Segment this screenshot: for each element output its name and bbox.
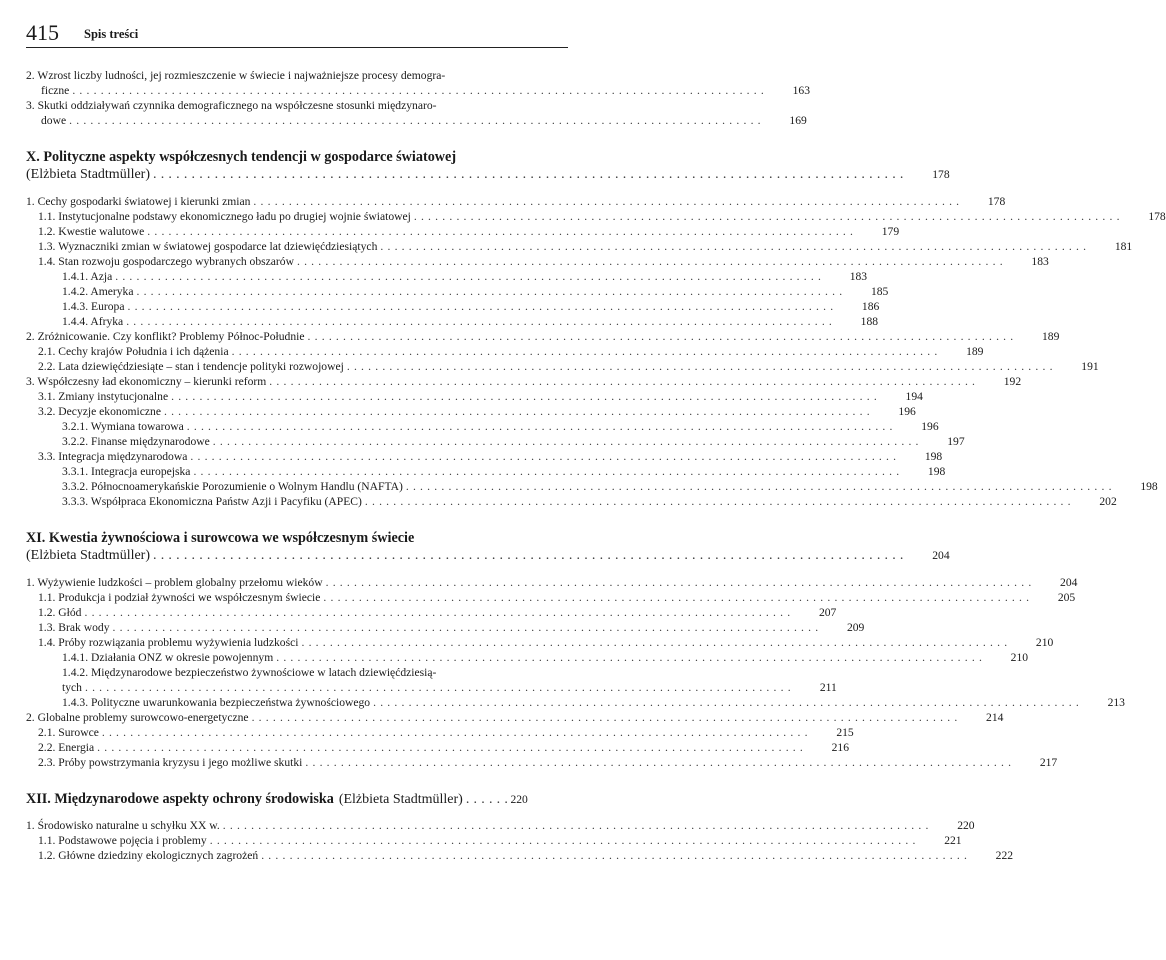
entry-page: 222 <box>995 849 1014 862</box>
entry-page: 215 <box>836 726 854 739</box>
entry-title: 3.1. Zmiany instytucjonalne <box>38 390 169 403</box>
entry-title: 1. Cechy gospodarki światowej i kierunki zmian <box>26 195 251 208</box>
leader-dots: .................................................................................................... <box>163 405 874 418</box>
toc-entry <box>26 494 1117 509</box>
leader-dots: .................................................................................................... <box>301 636 1012 649</box>
leader-dots: .................................................................................................... <box>305 756 1016 769</box>
toc-entry <box>26 650 1029 665</box>
leader-dots: .................................................................................................... <box>212 435 923 448</box>
entry-page: 197 <box>947 435 965 448</box>
entry-title: 3.3. Integracja międzynarodowa <box>38 450 188 463</box>
toc-entry <box>26 239 1133 254</box>
entry-page: 210 <box>1035 636 1054 649</box>
entry-title: 2.1. Surowce <box>38 726 99 739</box>
entry-title: 1.2. Główne dziedziny ekologicznych zagrożeń <box>38 849 259 862</box>
chapter-author: (Elżbieta Stadtmüller) <box>338 792 463 807</box>
entry-title: 1. Wyżywienie ludzkości – problem globalny przełomu wieków <box>26 576 323 589</box>
leader-dots: .................................................................................................... <box>269 375 980 388</box>
leader-dots: .................................................................................................... <box>147 225 858 238</box>
leader-dots: .................................................................................................... <box>405 480 1116 493</box>
leader-dots: .................................................................................................. <box>69 114 765 127</box>
toc-entry <box>26 284 889 299</box>
entry-page: 202 <box>1099 495 1117 508</box>
leader-dots: .................................................................................................... <box>186 420 897 433</box>
toc-entry <box>26 605 837 620</box>
entry-title: tych <box>62 681 82 694</box>
entry-page: 217 <box>1039 756 1058 769</box>
leader-dots: .................................................................................................... <box>231 345 942 358</box>
leader-dots: .................................................................................................... <box>261 849 972 862</box>
chapter-entries <box>26 194 1166 509</box>
toc-entry: 2. Wzrost liczby ludności, jej rozmieszczenie w świecie i najważniejsze procesy demogra- <box>26 69 446 82</box>
entry-title: 1.1. Produkcja i podział żywności we współczesnym świecie <box>38 591 321 604</box>
entry-title: 3.3.2. Północnoamerykańskie Porozumienie o Wolnym Handlu (NAFTA) <box>62 480 403 493</box>
entry-title: 1.3. Wyznaczniki zmian w światowej gospodarce lat dziewięćdziesiątych <box>38 240 378 253</box>
toc-entry <box>26 269 868 284</box>
entry-page: 181 <box>1114 240 1133 253</box>
entry-title: 3. Współczesny ład ekonomiczny – kierunki reform <box>26 375 267 388</box>
toc-entry <box>26 740 849 755</box>
entry-page: 194 <box>905 390 923 403</box>
entry-title: 3.2. Decyzje ekonomiczne <box>38 405 161 418</box>
leader-dots: .................................................................................................... <box>136 285 847 298</box>
entry-title: 1.4.3. Polityczne uwarunkowania bezpieczeństwa żywnościowego <box>62 696 371 709</box>
leader-dots: .................................................................................................... <box>307 330 1018 343</box>
entry-page: 183 <box>849 270 868 283</box>
leader-dots: .................................................................................................... <box>84 606 795 619</box>
entry-page: 221 <box>944 834 962 847</box>
leader-dots: .................................................................................................... <box>126 315 837 328</box>
chapter-page: 204 <box>932 549 950 562</box>
entry-page: 192 <box>1003 375 1022 388</box>
toc-entry <box>26 575 1078 590</box>
leader-dots: .................................................................................................... <box>380 240 1091 253</box>
toc-entry: dowe .................................................................................................. 169 <box>41 114 807 127</box>
chapter-author: (Elżbieta Stadtmüller) <box>26 548 151 563</box>
entry-page: 191 <box>1081 360 1099 373</box>
toc-entry <box>26 590 1076 605</box>
toc-entry <box>26 224 900 239</box>
toc-entry <box>26 620 865 635</box>
toc-entry <box>26 464 946 479</box>
toc-entry <box>26 404 916 419</box>
entry-title: 3.2.1. Wymiana towarowa <box>62 420 184 433</box>
chapter-title: XII. Międzynarodowe aspekty ochrony środowiska <box>26 791 334 807</box>
entry-page: 183 <box>1031 255 1049 268</box>
entry-page: 220 <box>957 819 975 832</box>
chapter-title: XI. Kwestia żywnościowa i surowcowa we współczesnym świecie <box>26 530 415 546</box>
entry-title: 1.1. Podstawowe pojęcia i problemy <box>38 834 207 847</box>
entry-title: 1.4. Stan rozwoju gospodarczego wybranych obszarów <box>38 255 294 268</box>
header-rule <box>26 47 568 48</box>
leader-dots: .................................................................................................... <box>364 495 1075 508</box>
entry-title: 2. Globalne problemy surowcowo-energetyczne <box>26 711 249 724</box>
entry-title: 1.3. Brak wody <box>38 621 110 634</box>
leader-dots: .................................................................................................... <box>97 741 807 754</box>
leader-dots: .................................................................................................... <box>276 651 987 664</box>
leader-dots: .................................................................................................... <box>115 270 826 283</box>
toc-entry <box>26 314 879 329</box>
entry-page: 210 <box>1010 651 1029 664</box>
leader-dots: ...... <box>465 792 513 807</box>
leader-dots: .................................................................................................... <box>127 300 838 313</box>
leader-dots: .................................................................................................... <box>296 255 1007 268</box>
toc-entry: ficzne .................................................................................................. 163 <box>41 84 810 97</box>
entry-page: 214 <box>986 711 1004 724</box>
toc-entry <box>26 359 1099 374</box>
entry-title: 1.4.2. Międzynarodowe bezpieczeństwo żywnościowe w latach dziewięćdziesią- <box>62 666 437 679</box>
toc-entry <box>26 665 568 680</box>
entry-title: 1. Środowisko naturalne u schyłku XX w. <box>26 819 220 832</box>
entry-page: 189 <box>966 345 984 358</box>
leader-dots: .................................................................................................. <box>72 84 768 97</box>
entry-page: 186 <box>861 300 880 313</box>
entry-title: 1.4.1. Azja <box>62 270 113 283</box>
entry-page: 216 <box>831 741 849 754</box>
chapter-heading <box>26 529 568 547</box>
entry-title: 1.4.2. Ameryka <box>62 285 134 298</box>
entry-title: 1.1. Instytucjonalne podstawy ekonomicznego ładu po drugiej wojnie światowej <box>38 210 411 223</box>
page-number: 415 <box>26 20 59 45</box>
entry-page: 188 <box>860 315 879 328</box>
leader-dots: .................................................................................................... <box>253 195 964 208</box>
toc-entry <box>26 434 965 449</box>
entry-page: 211 <box>819 681 837 694</box>
leader-dots: .................................................................................................... <box>323 591 1034 604</box>
toc-entry <box>26 419 939 434</box>
leader-dots: .................................................................................................... <box>112 621 823 634</box>
entry-page: 196 <box>921 420 939 433</box>
leader-dots: .................................................................................................... <box>193 465 904 478</box>
entry-title: 1.4.1. Działania ONZ w okresie powojennym <box>62 651 274 664</box>
entry-page: 205 <box>1057 591 1076 604</box>
entry-page: 178 <box>987 195 1006 208</box>
entry-page: 179 <box>881 225 900 238</box>
entry-page: 196 <box>898 405 916 418</box>
chapter-title: X. Polityczne aspekty współczesnych tendencji w gospodarce światowej <box>26 149 457 165</box>
entry-page: 213 <box>1107 696 1125 709</box>
leader-dots: .................................................................................................... <box>251 711 962 724</box>
entry-page: 189 <box>1041 330 1060 343</box>
entry-title: 1.2. Kwestie walutowe <box>38 225 145 238</box>
entry-page: 198 <box>927 465 946 478</box>
toc-entry <box>26 254 1049 269</box>
entry-title: 1.4.4. Afryka <box>62 315 124 328</box>
leader-dots: .................................................................................................... <box>84 681 795 694</box>
chapter-author-row <box>26 166 950 184</box>
toc-entry <box>26 833 962 848</box>
leader-dots: .................................................................................................... <box>101 726 812 739</box>
entry-page: 204 <box>1060 576 1078 589</box>
toc-entry <box>26 635 1054 650</box>
toc-entry <box>26 374 1022 389</box>
leader-dots: .................................................................................................... <box>325 576 1036 589</box>
chapter-entries <box>26 818 1014 863</box>
toc-entry <box>26 389 923 404</box>
table-of-contents <box>26 68 1166 863</box>
leader-dots: .................................................................................................... <box>209 834 920 847</box>
entry-page: 185 <box>870 285 889 298</box>
leader-dots: .................................................................................................... <box>171 390 881 403</box>
toc-entry <box>26 848 1014 863</box>
page-header <box>26 20 570 50</box>
entry-page: 209 <box>846 621 865 634</box>
chapter-author: (Elżbieta Stadtmüller) <box>26 167 151 182</box>
toc-entry <box>26 755 1058 770</box>
leader-dots: .................................................................................................... <box>346 360 1057 373</box>
toc-entry <box>26 449 943 464</box>
leader-dots: .................................................................................................... <box>190 450 901 463</box>
leader-dots: .................................................................................................. <box>153 548 908 563</box>
toc-entry <box>26 194 1006 209</box>
entry-page: 198 <box>924 450 943 463</box>
chapter-author-row <box>26 547 950 565</box>
chapter-page: 220 <box>510 793 528 806</box>
entry-title: 2.1. Cechy krajów Południa i ich dążenia <box>38 345 229 358</box>
entry-title: 2.2. Energia <box>38 741 95 754</box>
toc-entry <box>26 710 1004 725</box>
toc-entry <box>26 818 975 833</box>
entry-title: 3.2.2. Finanse międzynarodowe <box>62 435 210 448</box>
running-title: Spis treści <box>84 27 139 41</box>
toc-entry: 3. Skutki oddziaływań czynnika demograficznego na współczesne stosunki międzynaro- <box>26 99 437 112</box>
toc-entry <box>26 725 854 740</box>
chapter-heading <box>26 790 568 808</box>
toc-entry <box>26 299 880 314</box>
toc-entry <box>26 695 1125 710</box>
chapter-page: 178 <box>932 168 950 181</box>
entry-title: 3.3.3. Współpraca Ekonomiczna Państw Azji i Pacyfiku (APEC) <box>62 495 362 508</box>
toc-entry <box>26 680 837 695</box>
entry-title: 2. Zróżnicowanie. Czy konflikt? Problemy Północ-Południe <box>26 330 305 343</box>
entry-page: 198 <box>1140 480 1158 493</box>
leader-dots: .................................................................................................. <box>153 167 908 182</box>
entry-title: 1.4.3. Europa <box>62 300 125 313</box>
chapter-entries <box>26 575 1125 770</box>
entry-title: 1.4. Próby rozwiązania problemu wyżywienia ludzkości <box>38 636 299 649</box>
leader-dots: .................................................................................................... <box>373 696 1083 709</box>
toc-entry <box>26 344 984 359</box>
entry-title: 1.2. Głód <box>38 606 82 619</box>
entry-title: 3.3.1. Integracja europejska <box>62 465 191 478</box>
toc-entry <box>26 479 1158 494</box>
leader-dots: .................................................................................................... <box>413 210 1124 223</box>
toc-entry <box>26 209 1166 224</box>
entry-title: 2.3. Próby powstrzymania kryzysu i jego możliwe skutki <box>38 756 303 769</box>
leader-dots: .................................................................................................... <box>222 819 933 832</box>
entry-title: 2.2. Lata dziewięćdziesiąte – stan i tendencje polityki rozwojowej <box>38 360 344 373</box>
toc-entry <box>26 329 1060 344</box>
entry-page: 207 <box>818 606 837 619</box>
chapter-heading <box>26 148 568 166</box>
entry-page: 178 <box>1148 210 1166 223</box>
